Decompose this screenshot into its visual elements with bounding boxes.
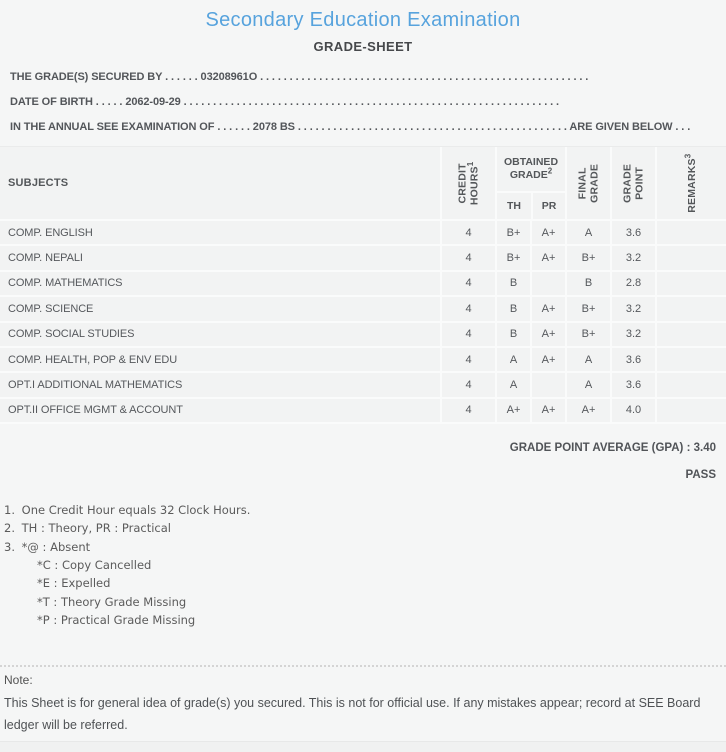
final-grade-cell: B+	[565, 297, 610, 320]
footnote-item	[4, 519, 726, 537]
subject-cell: COMP. HEALTH, POP & ENV EDU	[8, 353, 178, 366]
table-row	[0, 246, 726, 271]
note-label: Note:	[4, 673, 33, 688]
pr-grade-cell: A+	[530, 297, 565, 320]
grade-point-cell: 3.6	[610, 373, 655, 396]
subject-cell: COMP. NEPALI	[8, 252, 83, 265]
pr-grade-cell	[530, 373, 565, 396]
footnotes-section	[0, 501, 726, 629]
th-grade-cell: B	[495, 272, 530, 295]
info-line-date-of-birth: DATE OF BIRTH . . . . . 2062-09-29 . . . . . . . . . . . . . . . . . . . . . . . . . . . . . . . . . . . . . . . . . . . . . . . . . . . . . . . . . . . . . . . .	[10, 96, 559, 108]
table-row	[0, 221, 726, 246]
pr-grade-cell: A+	[530, 221, 565, 244]
pr-grade-cell: A+	[530, 323, 565, 346]
table-row	[0, 373, 726, 398]
grade-point-cell: 3.2	[610, 246, 655, 269]
footnote-subitem: *P : Practical Grade Missing	[37, 612, 196, 627]
footnote-text: TH : Theory, PR : Practical	[21, 521, 171, 536]
final-grade-cell: A	[565, 348, 610, 371]
remarks-cell	[655, 399, 726, 422]
table-row	[0, 323, 726, 348]
th-grade-cell: A+	[495, 399, 530, 422]
result-status: PASS	[685, 469, 716, 482]
table-header-row	[0, 147, 726, 221]
credit-hours-label: CREDIT HOURS	[456, 162, 481, 205]
footnote-text: One Credit Hour equals 32 Clock Hours.	[21, 503, 251, 518]
final-grade-label: FINAL GRADE	[576, 163, 601, 203]
dotted-separator	[0, 665, 726, 667]
obtained-grade-sup: 2	[547, 166, 553, 176]
final-grade-cell: A	[565, 373, 610, 396]
subject-cell: COMP. SOCIAL STUDIES	[8, 328, 135, 341]
remarks-label: REMARKS	[685, 158, 698, 213]
table-row	[0, 348, 726, 373]
th-grade-cell: B	[495, 297, 530, 320]
th-grade-cell: B+	[495, 246, 530, 269]
column-header-final-grade	[565, 147, 610, 219]
final-grade-cell: A	[565, 221, 610, 244]
remarks-cell	[655, 348, 726, 371]
credit-hours-cell: 4	[440, 272, 495, 295]
final-grade-cell: A+	[565, 399, 610, 422]
info-line-secured-by: THE GRADE(S) SECURED BY . . . . . . 03208961O . . . . . . . . . . . . . . . . . . . . . . . . . . . . . . . . . . . . . . . . . . . . . . . . . . . . . . . .	[10, 71, 589, 83]
table-row	[0, 399, 726, 424]
remarks-sup: 3	[682, 153, 692, 159]
grade-point-cell: 3.2	[610, 297, 655, 320]
column-header-credit-hours	[440, 147, 495, 219]
footer-strip	[0, 741, 726, 752]
subject-cell: COMP. ENGLISH	[8, 226, 93, 239]
obtained-grade-label: OBTAINED GRADE$^2$	[503, 155, 559, 181]
credit-hours-sup: 1	[466, 161, 475, 166]
subject-cell: COMP. SCIENCE	[8, 302, 94, 315]
grade-point-cell: 2.8	[610, 272, 655, 295]
credit-hours-cell: 4	[440, 246, 495, 269]
remarks-cell	[655, 297, 726, 320]
remarks-cell	[655, 373, 726, 396]
student-info-block	[0, 65, 726, 140]
pr-grade-cell	[530, 272, 565, 295]
remarks-cell	[655, 272, 726, 295]
note-text: This Sheet is for general idea of grade(s) you secured. This is not for official use. If any mistakes appear; record at SEE Board ledger will be referred.	[4, 696, 701, 733]
table-row	[0, 272, 726, 297]
subject-cell: OPT.I ADDITIONAL MATHEMATICS	[8, 379, 183, 392]
th-grade-cell: A	[495, 373, 530, 396]
gpa-label: GRADE POINT AVERAGE (GPA) :	[509, 442, 691, 455]
final-grade-cell: B+	[565, 246, 610, 269]
column-header-subjects	[0, 147, 440, 219]
subjects-label: SUBJECTS	[8, 177, 69, 189]
column-header-pr: PR	[531, 193, 565, 219]
grade-point-cell: 3.2	[610, 323, 655, 346]
footnote-text: *@ : Absent	[21, 539, 91, 554]
footnote-item	[4, 501, 726, 519]
page-title: Secondary Education Examination	[205, 9, 521, 31]
grade-point-cell: 4.0	[610, 399, 655, 422]
footnote-number: 1.	[4, 503, 15, 518]
pr-grade-cell: A+	[530, 348, 565, 371]
pr-grade-cell: A+	[530, 399, 565, 422]
th-grade-cell: A	[495, 348, 530, 371]
column-header-th: TH	[506, 200, 521, 212]
page-subtitle: GRADE-SHEET	[313, 39, 413, 54]
credit-hours-cell: 4	[440, 221, 495, 244]
final-grade-cell: B	[565, 272, 610, 295]
grade-point-cell: 3.6	[610, 221, 655, 244]
th-grade-cell: B	[495, 323, 530, 346]
grades-table	[0, 146, 726, 424]
credit-hours-cell: 4	[440, 399, 495, 422]
subject-cell: OPT.II OFFICE MGMT & ACCOUNT	[8, 404, 183, 417]
footnote-number: 3.	[4, 539, 15, 554]
subject-cell: COMP. MATHEMATICS	[8, 277, 123, 290]
footnote-number: 2.	[4, 521, 15, 536]
obtained-grade-subheader	[497, 191, 565, 219]
footnote-item	[4, 538, 726, 556]
footnote-subitem: *E : Expelled	[37, 576, 111, 591]
gpa-line	[0, 441, 716, 455]
info-line-examination: IN THE ANNUAL SEE EXAMINATION OF . . . . . . 2078 BS . . . . . . . . . . . . . . . . . . . . . . . . . . . . . . . . . . . . . . . . . . . . . . ARE GIVEN BELOW . . .	[10, 121, 691, 133]
final-grade-cell: B+	[565, 323, 610, 346]
grade-point-label: GRADE POINT	[621, 163, 646, 203]
gpa-value: 3.40	[693, 442, 716, 455]
column-header-grade-point	[610, 147, 655, 219]
credit-hours-cell: 4	[440, 297, 495, 320]
footnote-subitem: *T : Theory Grade Missing	[37, 594, 187, 609]
pr-grade-cell: A+	[530, 246, 565, 269]
th-grade-cell: B+	[495, 221, 530, 244]
column-header-remarks	[655, 147, 726, 219]
credit-hours-cell: 4	[440, 323, 495, 346]
column-header-obtained-grade	[495, 147, 565, 219]
summary-section	[0, 441, 726, 482]
remarks-cell	[655, 221, 726, 244]
remarks-cell	[655, 246, 726, 269]
credit-hours-cell: 4	[440, 348, 495, 371]
grade-point-cell: 3.6	[610, 348, 655, 371]
remarks-cell	[655, 323, 726, 346]
credit-hours-cell: 4	[440, 373, 495, 396]
table-row	[0, 297, 726, 322]
footnote-subitem: *C : Copy Cancelled	[37, 558, 152, 573]
